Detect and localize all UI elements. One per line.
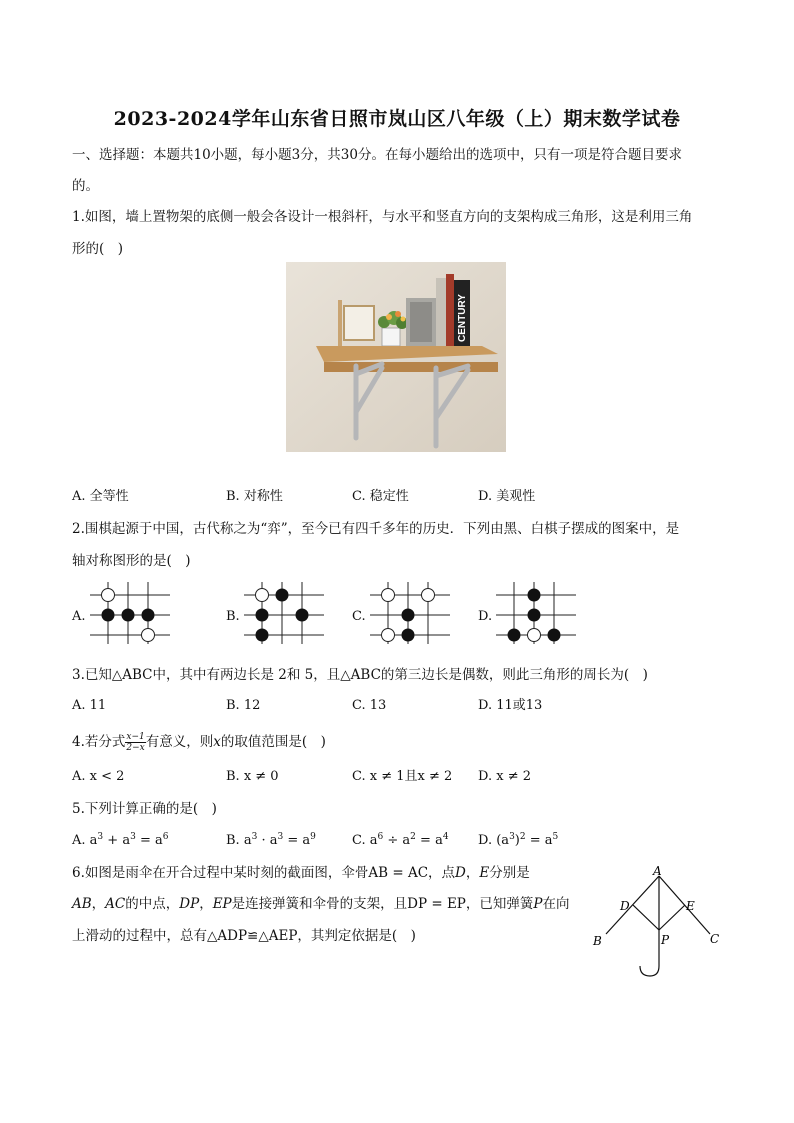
- fig-label-b: B: [593, 934, 602, 948]
- q4-option-a: A. x < 2: [72, 769, 125, 784]
- q1-option-c: C. 稳定性: [352, 489, 409, 504]
- q2-label-b: B.: [226, 609, 240, 624]
- black-stone: [256, 629, 269, 642]
- q2-label-c: C.: [352, 609, 366, 624]
- q2-label-a: A.: [72, 609, 86, 624]
- page-title: 2023-2024学年山东省日照市岚山区八年级（上）期末数学试卷: [113, 108, 681, 130]
- book-spine-text: CENTURY: [457, 294, 468, 342]
- q4-var: x: [213, 734, 221, 750]
- white-stone: [422, 589, 435, 602]
- q4-option-b: B. x ≠ 0: [226, 769, 279, 784]
- white-stone: [102, 589, 115, 602]
- q4-option-d: D. x ≠ 2: [478, 769, 531, 784]
- black-stone: [402, 609, 415, 622]
- q4-fraction: [125, 732, 145, 753]
- section-heading-line1: 一、选择题：本题共10小题，每小题3分，共30分。在每小题给出的选项中，只有一项是符合题目要求: [72, 147, 682, 163]
- q1-stem-line1: 1.如图，墙上置物架的底侧一般会各设计一根斜杆，与水平和竖直方向的支架构成三角形，这是利用三角: [72, 209, 693, 225]
- q4-stem: [72, 732, 326, 753]
- black-stone: [122, 609, 135, 622]
- black-stone: [296, 609, 309, 622]
- q5-option-b: B. $a^3 \cdot a^3 = a^9$: [226, 832, 316, 848]
- q4-frac-denominator: 2−x: [126, 743, 145, 753]
- q3-option-c: C. 13: [352, 698, 387, 713]
- white-stone: [528, 629, 541, 642]
- q3-option-b: B. 12: [226, 698, 261, 713]
- umbrella-figure: [586, 862, 726, 984]
- q1-stem-line2: 形的( ): [72, 241, 124, 257]
- q3-stem: 3.已知△ABC中，其中有两边长是 2和 5，且△ABC的第三边长是偶数，则此三角形的周长为( ): [72, 667, 648, 683]
- q1-option-d: D. 美观性: [478, 489, 536, 504]
- go-board-b: [242, 580, 326, 646]
- fig-label-p: P: [661, 933, 670, 947]
- black-stone: [402, 629, 415, 642]
- q5-option-a: A. $a^3 + a^3 = a^6$: [72, 832, 169, 848]
- q1-option-b: B. 对称性: [226, 489, 283, 504]
- section-heading-line2: 的。: [72, 178, 99, 194]
- black-stone: [256, 609, 269, 622]
- q5-option-d: D. $(a^3)^2 = a^5$: [478, 832, 559, 848]
- q4-option-c: C. x ≠ 1且x ≠ 2: [352, 769, 453, 784]
- q6-stem-line3: 上滑动的过程中，总有△ADP≌△AEP，其判定依据是( ): [72, 928, 416, 944]
- black-stone: [102, 609, 115, 622]
- go-board-d: [494, 580, 578, 646]
- q4-prefix: 4.若分式: [72, 734, 126, 750]
- q4-middle: 有意义，则: [145, 734, 214, 750]
- black-stone: [508, 629, 521, 642]
- black-stone: [142, 609, 155, 622]
- white-stone: [382, 629, 395, 642]
- q2-stem-line1: 2.围棋起源于中国，古代称之为“弈”，至今已有四千多年的历史．下列由黑、白棋子摆成的图案中，是: [72, 521, 680, 537]
- white-stone: [382, 589, 395, 602]
- q1-option-a: A. 全等性: [72, 489, 129, 504]
- q2-label-d: D.: [478, 609, 493, 624]
- white-stone: [256, 589, 269, 602]
- q3-option-a: A. 11: [72, 698, 107, 713]
- fig-label-a: A: [653, 864, 662, 878]
- black-stone: [528, 589, 541, 602]
- fig-label-e: E: [686, 899, 695, 913]
- q4-frac-numerator: x−1: [126, 732, 145, 742]
- q4-suffix: 的取值范围是( ): [220, 734, 326, 750]
- white-stone: [142, 629, 155, 642]
- black-stone: [276, 589, 289, 602]
- q6-stem-line2: AB，AC的中点，DP，EP是连接弹簧和伞骨的支架，且DP = EP，已知弹簧P在向: [72, 896, 570, 912]
- fig-label-c: C: [710, 932, 720, 946]
- go-board-a: [88, 580, 172, 646]
- black-stone: [548, 629, 561, 642]
- q5-stem: 5.下列计算正确的是( ): [72, 801, 217, 817]
- fig-label-d: D: [620, 899, 630, 913]
- go-board-c: [368, 580, 452, 646]
- q3-option-d: D. 11或13: [478, 698, 543, 713]
- q5-option-c: C. $a^6 \div a^2 = a^4$: [352, 832, 449, 848]
- black-stone: [528, 609, 541, 622]
- q6-stem-line1: 6.如图是雨伞在开合过程中某时刻的截面图，伞骨AB = AC，点D，E分别是: [72, 865, 530, 881]
- shelf-photo: [286, 262, 506, 452]
- q2-stem-line2: 轴对称图形的是( ): [72, 553, 191, 569]
